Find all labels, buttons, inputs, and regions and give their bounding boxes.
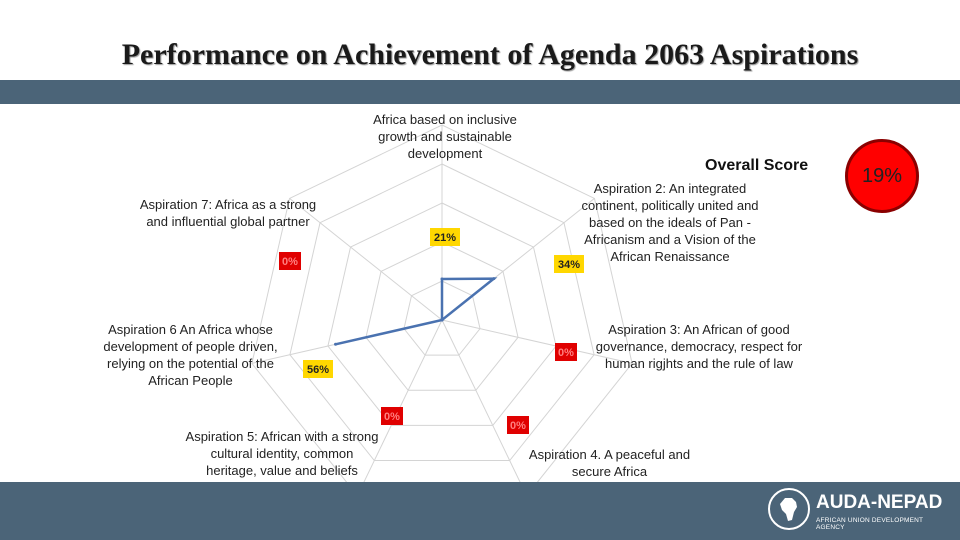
- data-label: 0%: [384, 411, 400, 423]
- data-label: 34%: [557, 259, 581, 271]
- data-label: 56%: [306, 364, 330, 376]
- overall-score-value: 19%: [861, 164, 903, 187]
- axis-label-aspiration-2: Aspiration 2: An integrated continent, politically united and based on the ideals of Pan - Africanism and a Vision of the African Renaissance: [581, 181, 759, 264]
- africa-globe-icon: [768, 488, 810, 530]
- axis-label-aspiration-1: Africa based on inclusive growth and sustainable development: [373, 112, 517, 161]
- auda-nepad-logo: [768, 488, 948, 534]
- axis-label-aspiration-4: Aspiration 4. A peaceful and secure Africa: [528, 447, 691, 479]
- overall-score-label: Overall Score: [705, 157, 809, 174]
- data-label: 0%: [510, 420, 526, 432]
- axis-label-aspiration-7: Aspiration 7: Africa as a strong and influential global partner: [139, 197, 317, 229]
- data-label: 0%: [558, 347, 574, 359]
- axis-label-aspiration-3: Aspiration 3: An African of good governance, democracy, respect for human rigjhts and the rule of law: [595, 322, 803, 371]
- series-line: [336, 279, 494, 345]
- data-point: [441, 278, 444, 281]
- data-label: 0%: [282, 256, 298, 268]
- data-point: [334, 343, 337, 346]
- axis-label-aspiration-6: Aspiration 6 An Africa whose development of people driven, relying on the potential of the African People: [103, 322, 278, 388]
- logo-name: AUDA-NEPAD: [816, 492, 943, 513]
- logo-subtitle: AFRICAN UNION DEVELOPMENT AGENCY: [816, 517, 924, 531]
- data-point: [492, 277, 495, 280]
- data-point: [441, 319, 444, 322]
- page-title: Performance on Achievement of Agenda 2063 Aspirations: [121, 38, 859, 71]
- axis-label-aspiration-5: Aspiration 5: African with a strong cultural identity, common heritage, value and beliefs: [185, 429, 379, 478]
- overall-score-badge: [845, 139, 919, 213]
- data-label: 21%: [433, 232, 457, 244]
